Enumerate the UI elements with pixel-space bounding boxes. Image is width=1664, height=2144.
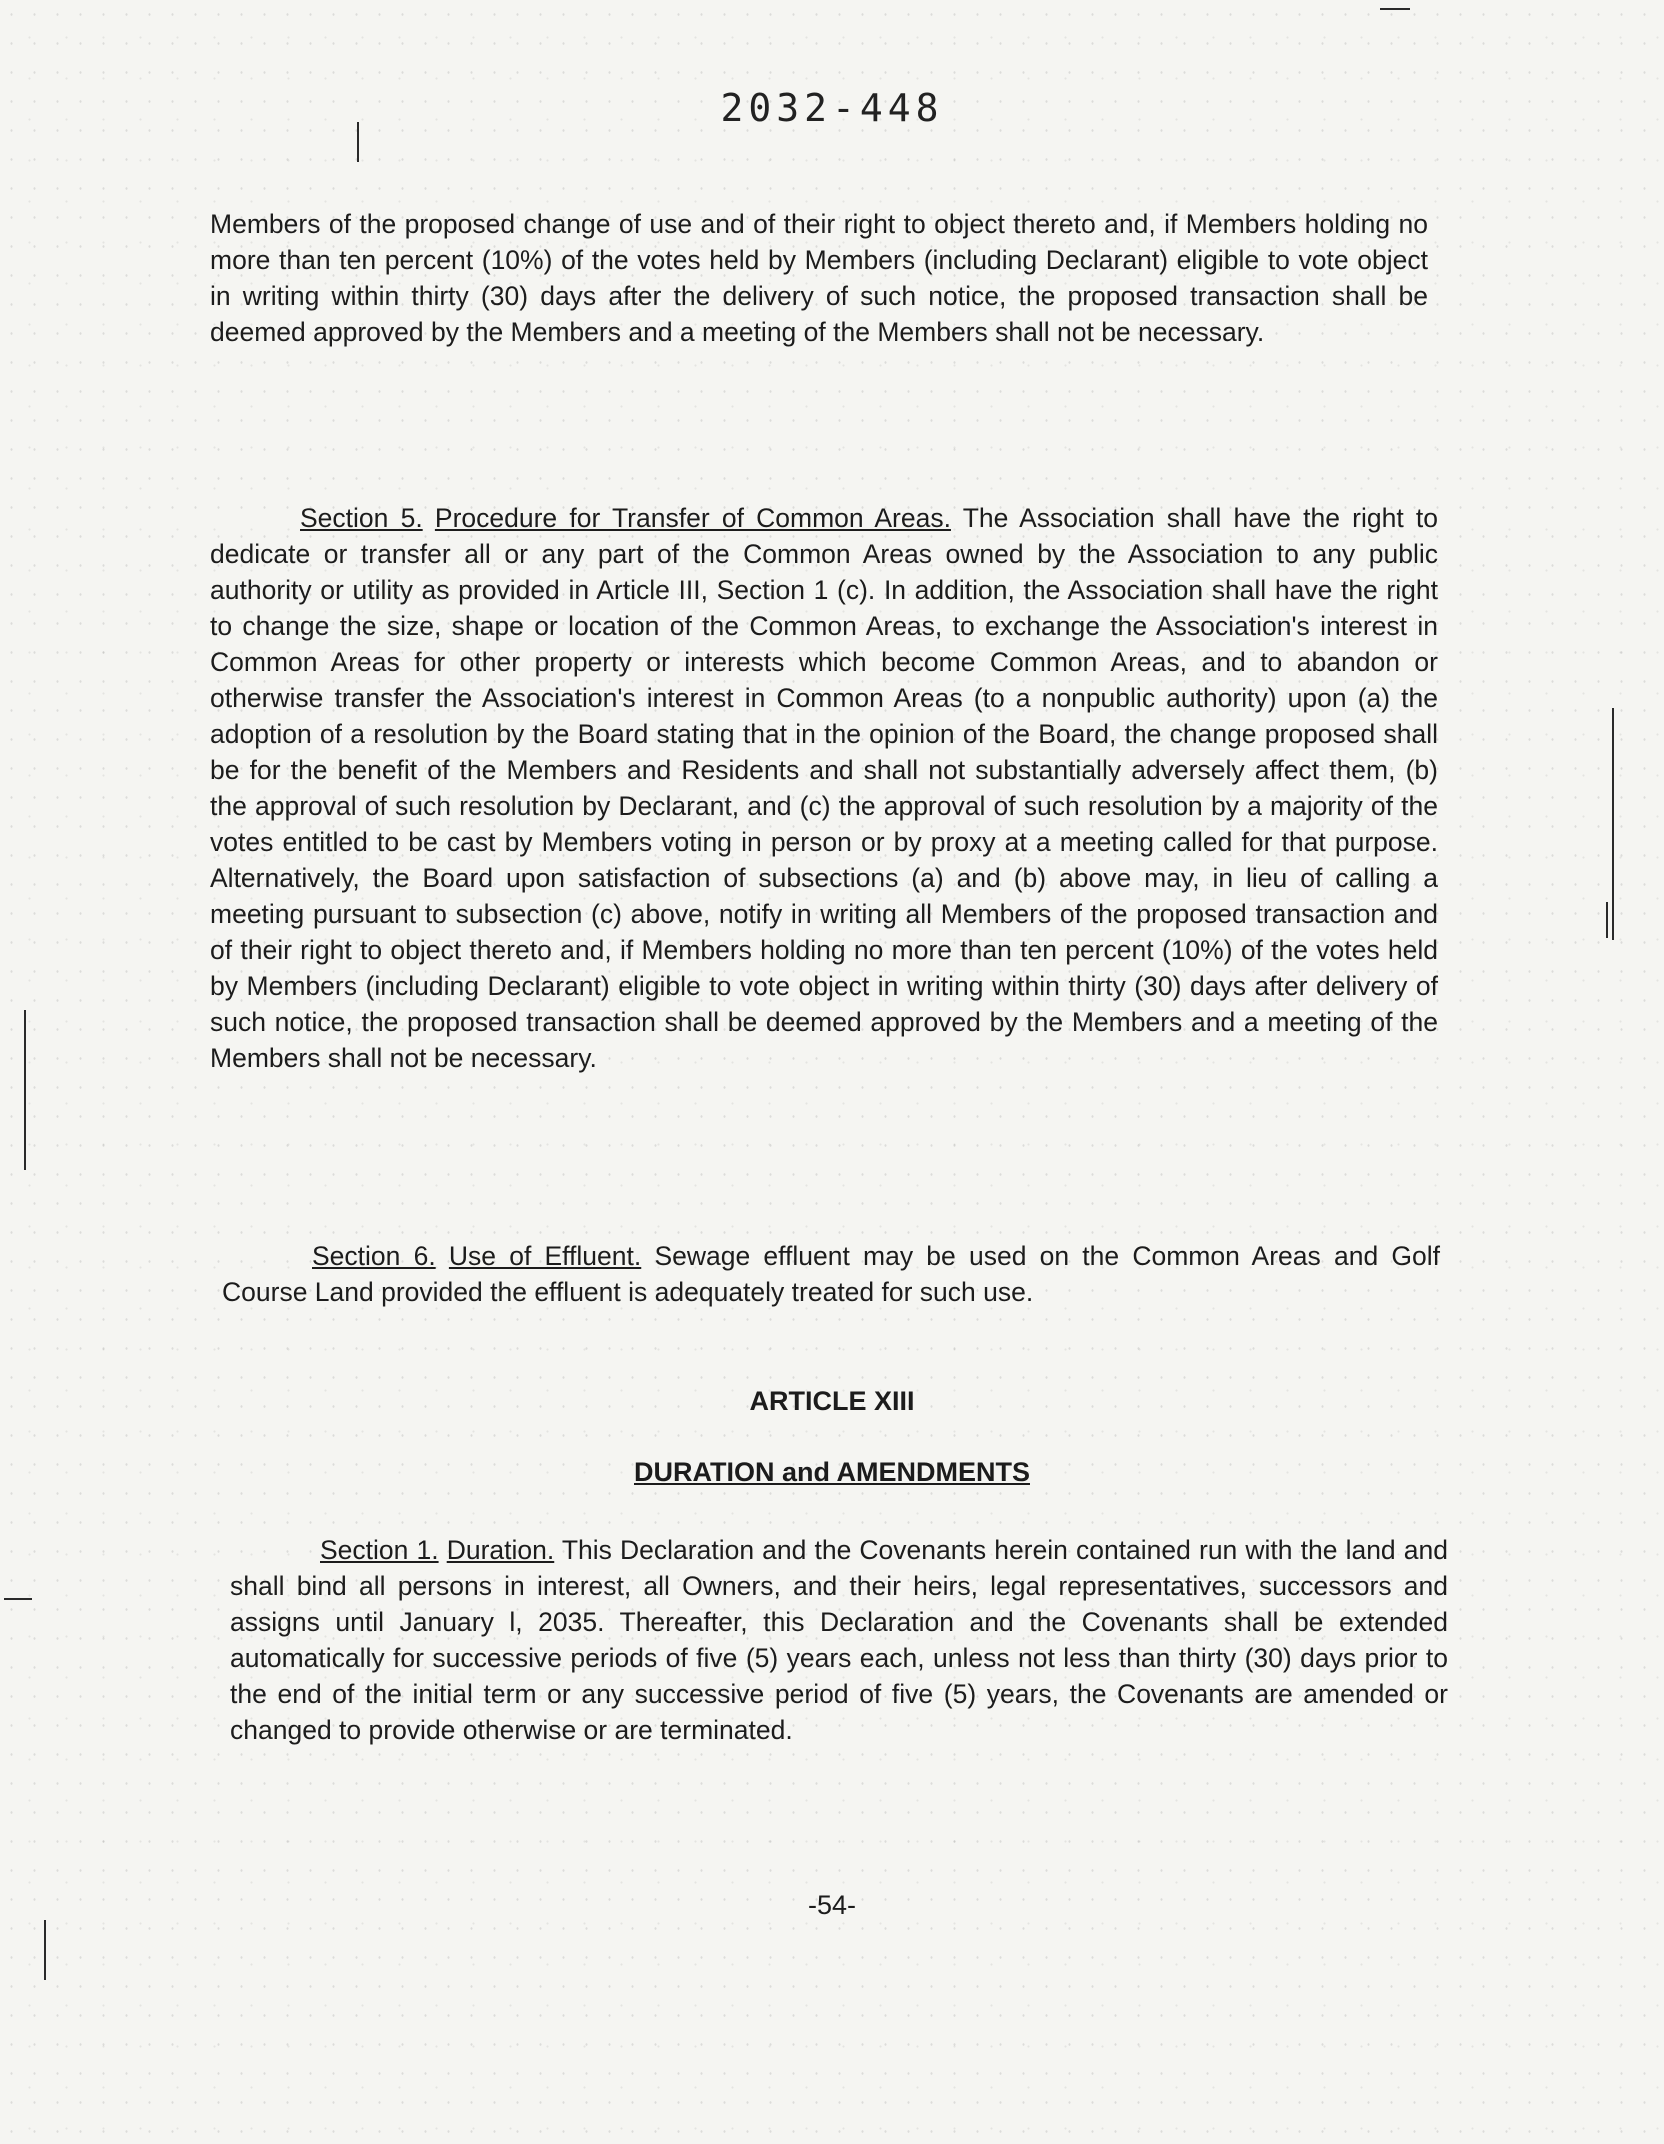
section-label: Section 6. xyxy=(312,1241,436,1271)
scan-mark xyxy=(357,122,359,162)
article-title-text: DURATION and AMENDMENTS xyxy=(634,1457,1030,1487)
scan-mark xyxy=(24,1010,26,1170)
section-5-paragraph xyxy=(210,500,1438,1076)
section-label: Section 5. xyxy=(300,503,423,533)
section-text: The Association shall have the right to dedicate or transfer all or any part of the Common Areas owned by the Association to any public authority or utility as provided in Article III, Section 1 (c). In addition, the Association shall have the right to change the size, shape or location of the Common Areas, to exchange the Association's interest in Common Areas for other property or interests which become Common Areas, and to abandon or otherwise transfer the Association's interest in Common Areas (to a nonpublic authority) upon (a) the adoption of a resolution by the Board stating that in the opinion of the Board, the change proposed shall be for the benefit of the Members and Residents and shall not substantially adversely affect them, (b) the approval of such resolution by Declarant, and (c) the approval of such resolution by a majority of the votes entitled to be cast by Members voting in person or by proxy at a meeting called for that purpose. Alternatively, the Board upon satisfaction of subsections (a) and (b) above may, in lieu of calling a meeting pursuant to subsection (c) above, notify in writing all Members of the proposed transaction and of their right to object thereto and, if Members holding no more than ten percent (10%) of the votes held by Members (including Declarant) eligible to vote object in writing within thirty (30) days after delivery of such notice, the proposed transaction shall be deemed approved by the Members and a meeting of the Members shall not be necessary. xyxy=(210,503,1438,1073)
section-title: Duration. xyxy=(446,1535,555,1565)
section-title: Procedure for Transfer of Common Areas. xyxy=(434,503,951,533)
section-title: Use of Effluent. xyxy=(448,1241,642,1271)
scan-mark xyxy=(44,1920,46,1980)
article-heading: ARTICLE XIII xyxy=(749,1386,915,1416)
page-number: -54- xyxy=(807,1890,856,1920)
document-number: 2032-448 xyxy=(720,86,944,130)
paragraph-text: Members of the proposed change of use and of their right to object thereto and, if Members holding no more than ten percent (10%) of the votes held by Members (including Declarant) eligible to vote object in writing within thirty (30) days after the delivery of such notice, the proposed transaction shall be deemed approved by the Members and a meeting of the Members shall not be necessary. xyxy=(210,209,1428,347)
section-6-paragraph xyxy=(222,1238,1440,1310)
scan-mark xyxy=(1380,8,1410,10)
section-text: This Declaration and the Covenants herein contained run with the land and shall bind all persons in interest, all Owners, and their heirs, legal representatives, successors and assigns until January l, 2035. Thereafter, this Declaration and the Covenants shall be extended automatically for successive periods of five (5) years each, unless not less than thirty (30) days prior to the end of the initial term or any successive period of five (5) years, the Covenants are amended or changed to provide otherwise or are terminated. xyxy=(230,1535,1448,1745)
section-1-paragraph xyxy=(230,1532,1448,1748)
scan-mark xyxy=(1612,708,1614,940)
section-text: Sewage effluent may be used on the Common Areas and Golf Course Land provided the effluent is adequately treated for such use. xyxy=(222,1241,1440,1307)
section-label: Section 1. xyxy=(320,1535,439,1565)
article-title xyxy=(0,1457,1664,1488)
scan-mark xyxy=(4,1598,32,1600)
continuation-paragraph xyxy=(210,206,1428,350)
scan-mark xyxy=(1606,902,1608,938)
